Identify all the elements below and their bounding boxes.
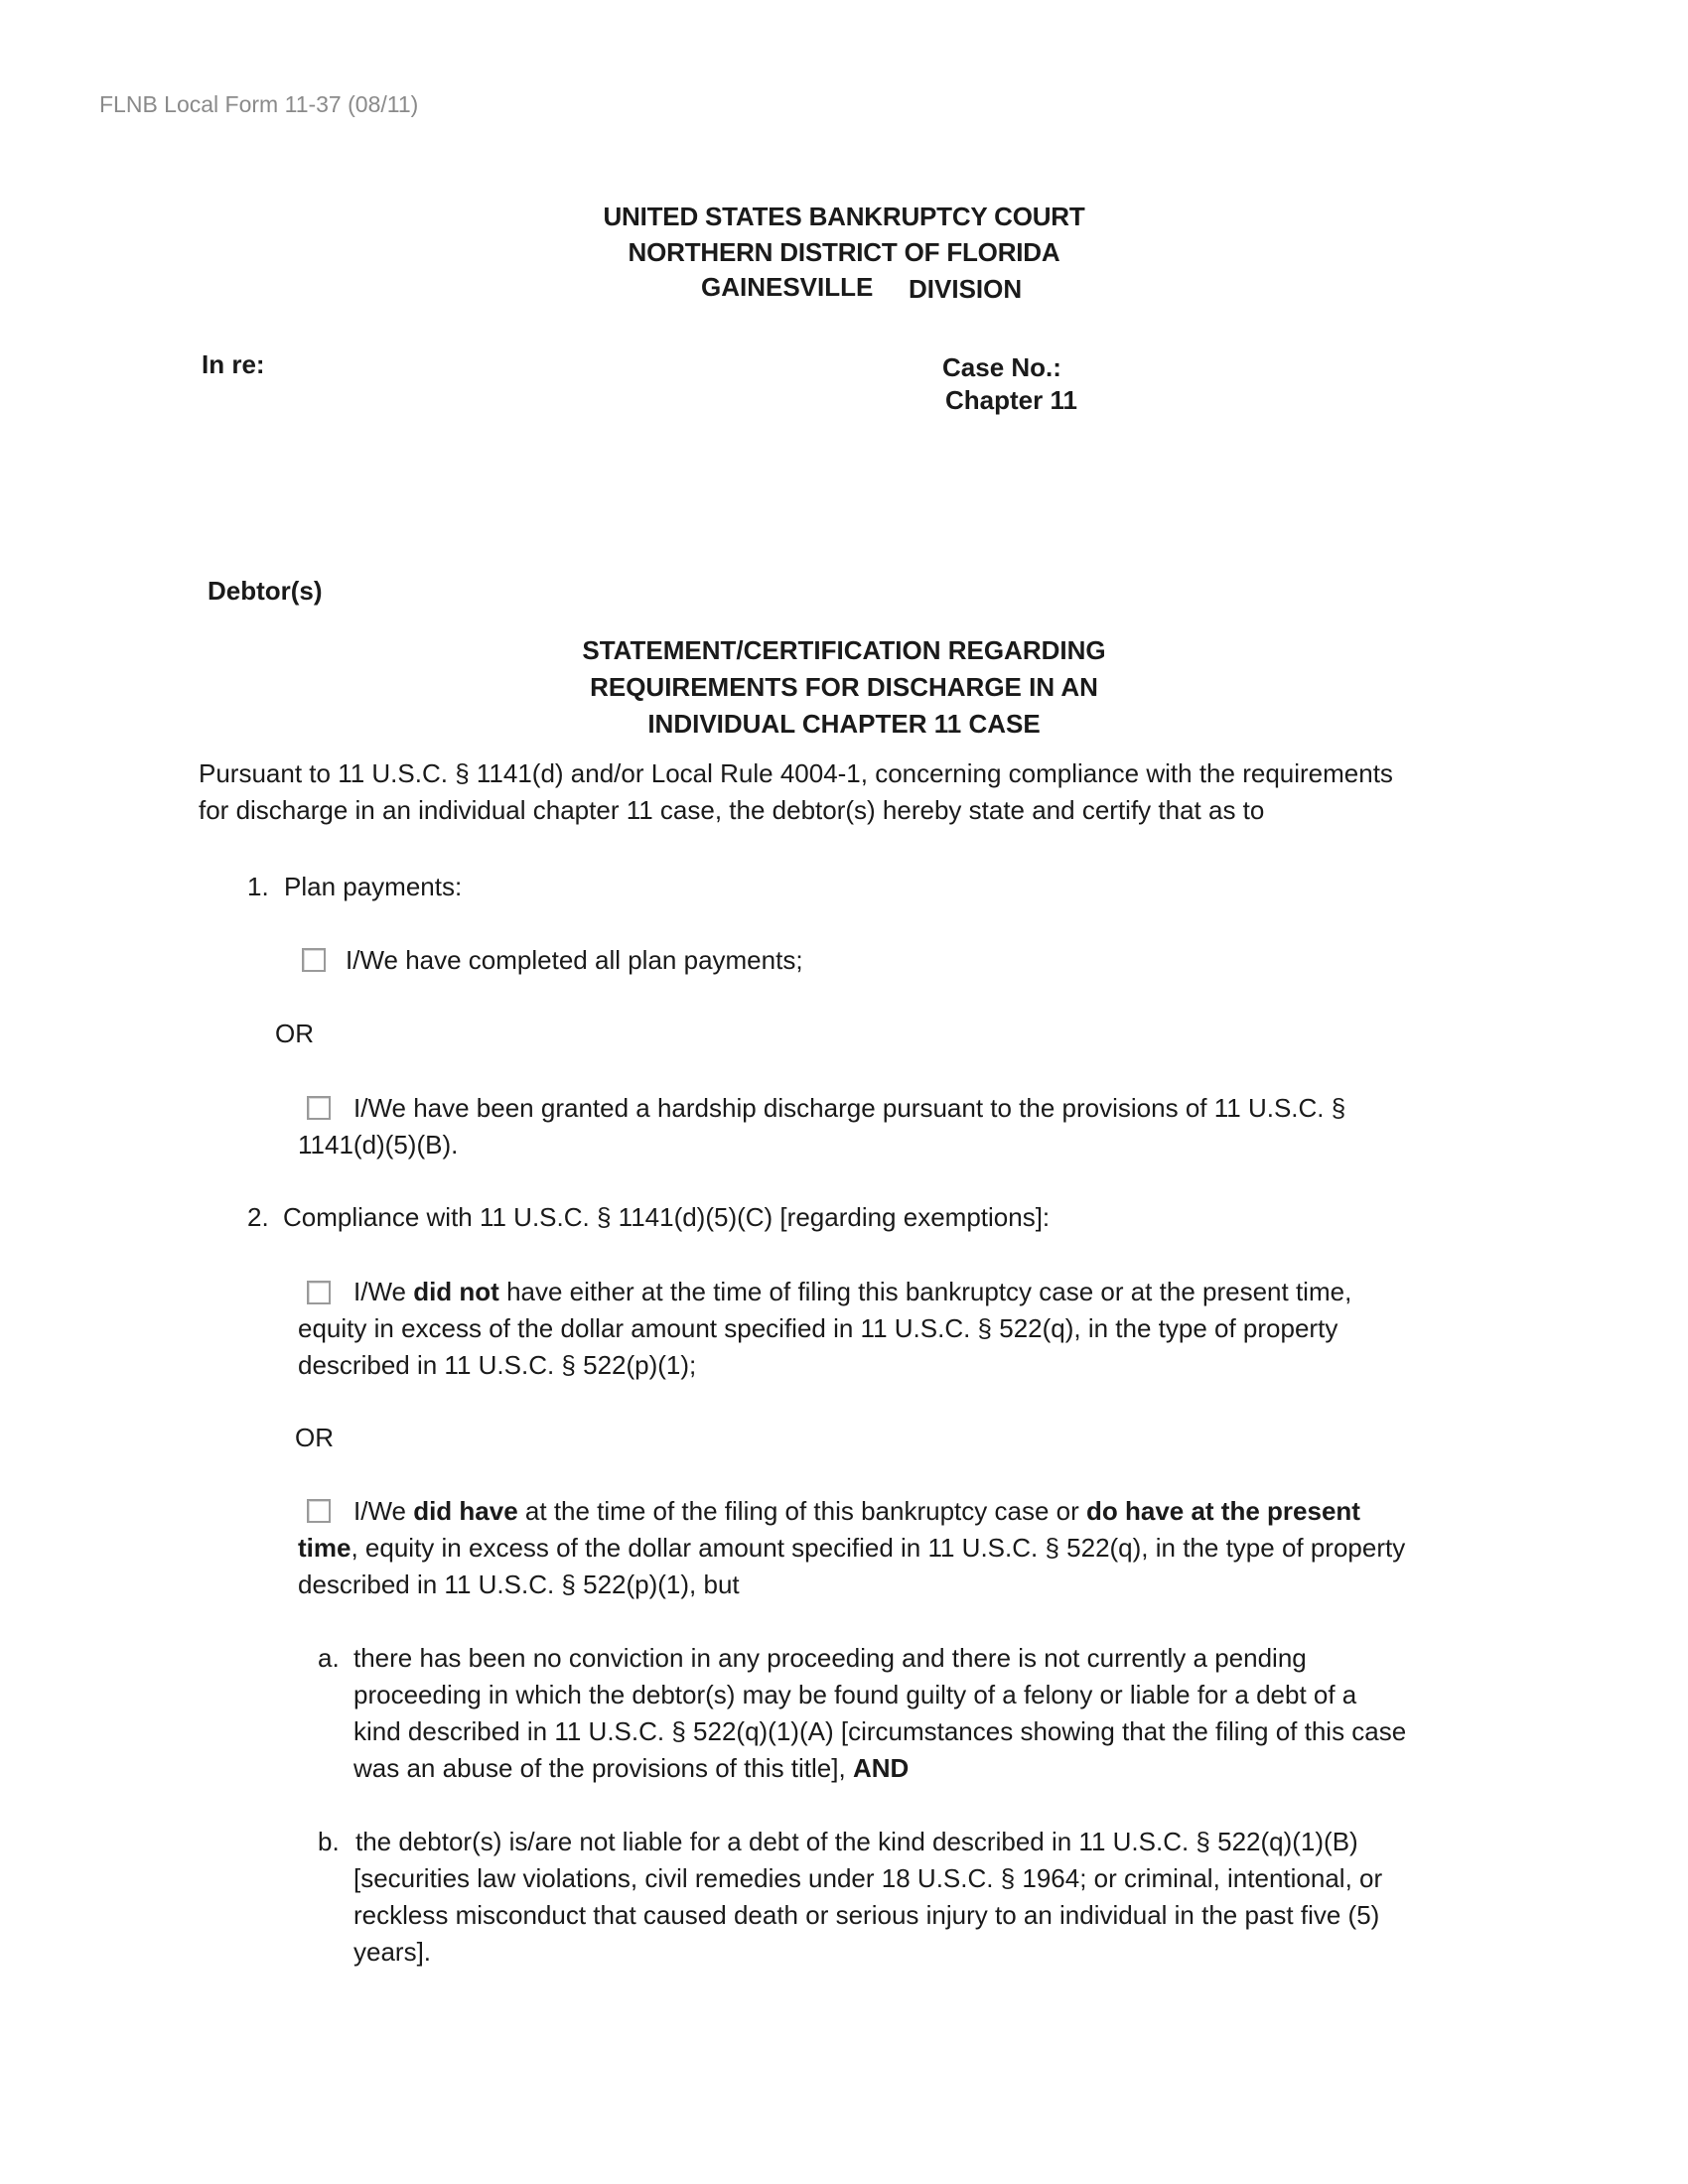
item-b-letter: b. [318,1827,340,1856]
section2-heading: Compliance with 11 U.S.C. § 1141(d)(5)(C) [regarding exemptions]: [283,1202,1051,1232]
did-have-equity-line1: I/We did have at the time of the filing of this bankruptcy case or do have at the present [353,1496,1360,1526]
did-not-have-equity-line3: described in 11 U.S.C. § 522(p)(1); [298,1350,697,1380]
item-a-line1: there has been no conviction in any proceeding and there is not currently a pending [353,1643,1307,1673]
did-not-have-equity-checkbox[interactable] [307,1281,331,1304]
hardship-discharge-line2: 1141(d)(5)(B). [298,1130,459,1160]
hardship-discharge-line1: I/We have been granted a hardship discharge pursuant to the provisions of 11 U.S.C. § [353,1093,1346,1123]
item-b-line1: the debtor(s) is/are not liable for a debt of the kind described in 11 U.S.C. § 522(q)(1)(B) [355,1827,1358,1856]
section2-number: 2. [247,1202,269,1232]
document-title-line2: REQUIREMENTS FOR DISCHARGE IN AN [590,672,1098,702]
division-label: DIVISION [909,274,1023,304]
section1-number: 1. [247,872,269,901]
document-title-line1: STATEMENT/CERTIFICATION REGARDING [582,635,1106,665]
completed-plan-payments-label: I/We have completed all plan payments; [346,945,803,975]
chapter-label: Chapter 11 [945,385,1077,415]
item-a-line4: was an abuse of the provisions of this title], AND [353,1753,910,1783]
item-b-line4: years]. [353,1937,432,1967]
case-no-label: Case No.: [942,352,1061,382]
intro-line1: Pursuant to 11 U.S.C. § 1141(d) and/or Local Rule 4004-1, concerning compliance with the requirements [199,758,1393,788]
court-district: NORTHERN DISTRICT OF FLORIDA [628,237,1060,267]
did-have-equity-line2: time, equity in excess of the dollar amount specified in 11 U.S.C. § 522(q), in the type of property [298,1533,1406,1563]
section1-heading: Plan payments: [284,872,463,901]
did-not-have-equity-line2: equity in excess of the dollar amount specified in 11 U.S.C. § 522(q), in the type of property [298,1313,1338,1343]
item-a-line3: kind described in 11 U.S.C. § 522(q)(1)(A) [circumstances showing that the filing of this case [353,1716,1407,1746]
debtors-label: Debtor(s) [208,576,323,606]
item-a-letter: a. [318,1643,340,1673]
did-have-equity-line3: described in 11 U.S.C. § 522(p)(1), but [298,1570,740,1599]
item-b-line3: reckless misconduct that caused death or serious injury to an individual in the past five (5) [353,1900,1380,1930]
item-a-line2: proceeding in which the debtor(s) may be found guilty of a felony or liable for a debt of a [353,1680,1357,1709]
or-separator-2: OR [295,1423,334,1452]
completed-plan-payments-checkbox[interactable] [302,948,326,972]
or-separator-1: OR [275,1019,314,1048]
item-b-line2: [securities law violations, civil remedies under 18 U.S.C. § 1964; or criminal, intentional, or [353,1863,1383,1893]
form-id: FLNB Local Form 11-37 (08/11) [99,91,419,117]
intro-line2: for discharge in an individual chapter 11 case, the debtor(s) hereby state and certify that as to [199,795,1265,825]
hardship-discharge-checkbox[interactable] [307,1096,331,1120]
did-not-have-equity-line1: I/We did not have either at the time of filing this bankruptcy case or at the present time, [353,1277,1352,1306]
in-re-label: In re: [202,349,265,379]
document-title-line3: INDIVIDUAL CHAPTER 11 CASE [647,709,1041,739]
division-name: GAINESVILLE [701,272,874,302]
did-have-equity-checkbox[interactable] [307,1499,331,1523]
court-name: UNITED STATES BANKRUPTCY COURT [603,202,1085,231]
